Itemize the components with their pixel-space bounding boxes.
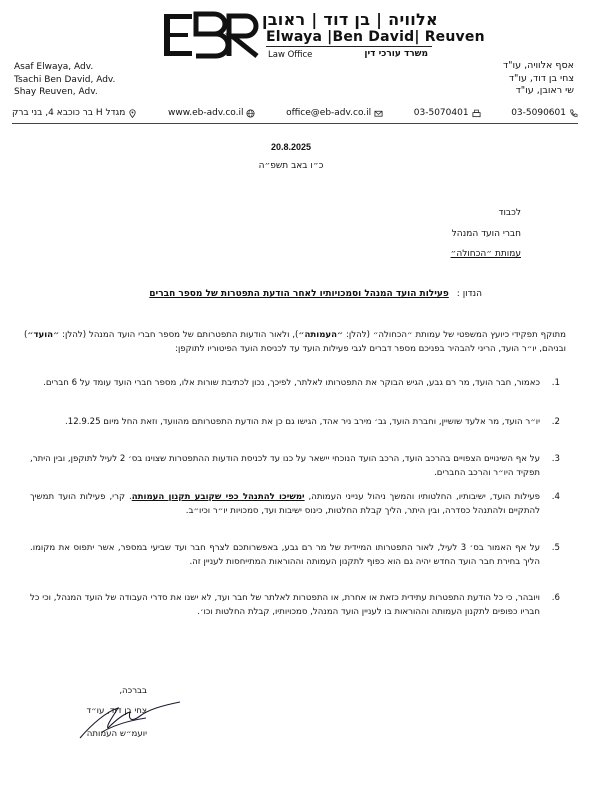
item-text: ויובהר, כי כל הודעת התפטרות עתידית כזאת או אחרת, או התפטרות לאלתר של חבר ועד, לא ישנו את סדרי העבודה של הועד המנהל, וכי כל חבריו כפופים לתקנון העמותה וההוראות בו לעניין הועד המנהל, סמכויותיו, קבלת החלטות וכו׳. [30,593,540,617]
list-item [30,416,560,430]
phone-item[interactable] [511,108,578,118]
item-number: 6. [551,593,560,603]
item-number: 4. [551,492,560,502]
email-item[interactable] [286,108,383,118]
law-office-label-hebrew: משרד עורכי דין [364,49,428,59]
item-number: 5. [551,543,560,553]
intro-term-association: ״העמותה״ [298,330,344,340]
list-item [30,377,560,391]
closing-regards: בברכה, [119,686,147,696]
envelope-icon [374,109,383,118]
addressee-organization: עמותת ״הכחולה״ [450,249,521,259]
firm-name-english: Elwaya |Ben David| Reuven [266,29,485,45]
item-number: 1. [551,378,560,388]
phone-number[interactable]: 03-5090601 [511,108,566,118]
fax-number: 03-5070401 [413,108,469,118]
address-item [12,108,137,118]
addressee-to: לכבוד [498,208,521,218]
firm-name-hebrew: אלוויה | בן דוד | ראובן [261,10,438,29]
list-item [30,491,560,519]
item-text: על אף האמור בס׳ 3 לעיל, לאור התפטרותו המיידית של מר רם גבע, באפשרותכם לצרף חבר ועד שביעי במספר, אשר יתפוס את מקומו. הליך בחירת חבר הועד החדש יהיה גם הוא כפוף לתקנון העמותה וההוראות המתייחסות לעניין זה. [30,543,541,567]
list-item [30,542,560,570]
item-text-part: פעילות הועד, ישיבותיו, החלטותיו והמשך ניהול ענייני העמותה, [304,492,540,502]
intro-paragraph [24,329,566,357]
firm-name-elwaya: Elwaya [266,29,323,45]
globe-icon [246,109,255,118]
item-text-part: . קרי, פעילות הועד תמשיך להתקיים ולהתנהל כסדרה, ובין היתר, הליך קבלת החלטות, כינוס ישיבות ועד, סמכויות יו״ר וכיו״ב. [30,492,540,516]
firm-name-reuven: Reuven [424,29,485,45]
subject-prefix: הנדון : [456,289,482,299]
lawyer-name: צחי בן דוד, עו"ד [508,72,574,84]
fax-item [414,108,481,118]
lawyer-name: שי ראובן, עו"ד [515,85,574,96]
list-item [30,453,560,481]
item-number: 3. [551,454,560,464]
lawyers-list-english [14,61,115,99]
website-link[interactable]: www.eb-adv.co.il [167,108,244,118]
contact-bar [12,106,578,120]
phone-icon [569,109,578,118]
law-office-label: Law Office [268,50,313,60]
intro-text: מתוקף תפקידי כיועץ המשפטי של עמותת ״הכחולה״ (להלן: [343,330,566,340]
lawyer-name: Shay Reuven, Adv. [14,87,98,97]
subject-line [149,289,482,299]
lawyer-name: Tsachi Ben David, Adv. [14,74,116,85]
intro-text: ), ולאור הודעות התפטרותם של מספר חברי הועד המנהל (להלן: [59,330,299,340]
intro-term-board: ״הועד״ [27,330,60,340]
email-link[interactable]: office@eb-adv.co.il [286,108,372,118]
intro-text: ) ובניהם, יו״ר הועד, הריני להבהיר בפניכם מספר דברים לגבי פעילות הועד עד לכניסת הועד הפיטוריו לתוקפן: [24,330,566,354]
item-text: כאמור, חבר הועד, מר רם גבע, הגיש הבוקר את התפטרותו לאלתר, לפיכך, נכון לכתיבת שורות אלו, מספר חברי הועד עומד על 6 חברים. [43,378,540,388]
office-address: מגדל H בר כוכבא 4, בני ברק [12,108,126,118]
subject-text: פעילות הועד המנהל וסמכויותיו לאחר הודעת התפטרות של מספר חברים [149,289,449,299]
header-divider [12,123,578,124]
lawyers-list-hebrew [503,60,574,98]
fax-icon [472,109,481,118]
location-pin-icon [128,109,137,118]
item-text: על אף השינויים הצפויים בהרכב הועד, הרכב הועד הנוכחי יישאר על כנו עד לכניסת הודעות ההתפטרות שצוינו בס׳ 2 לעיל לתוקפן, ובין היתר, תפקיד היו״ר והרכב החברים. [30,454,540,478]
logo-divider [266,46,432,47]
lawyer-name: Asaf Elwaya, Adv. [14,62,94,72]
addressee-recipients: חברי הועד המנהל [451,229,521,239]
firm-logo-monogram [162,10,262,60]
signer-role: יועמ״ש העמותה [86,729,147,739]
item-text [30,491,540,519]
lawyer-name: אסף אלוויה, עו"ד [503,60,574,71]
firm-name-ben-david: Ben David [332,29,415,45]
item-text-emphasis: ימשיכו להתנהל כפי שקובע תקנון העמותה [131,492,305,502]
signer-name: צחי בן דוד, עו״ד [86,706,147,716]
website-item[interactable] [168,108,256,118]
item-number: 2. [551,417,560,427]
date-hebrew: כ״ו באב תשפ״ה [258,161,324,171]
date-gregorian: 20.8.2025 [270,142,312,152]
list-item [30,592,560,620]
item-text: יו״ר הועד, מר אלעד שושיין, וחברת הועד, גב׳ מירב ניר אהד, הגישו גם כן את הודעת התפטרותם מהוועד, וזאת החל מיום 12.9.25. [65,417,540,427]
